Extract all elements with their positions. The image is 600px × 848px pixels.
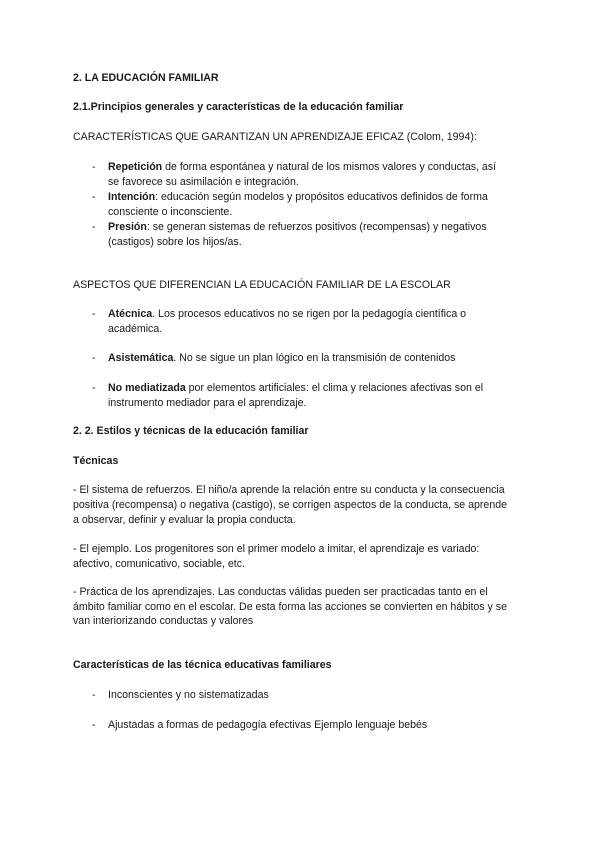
text: de forma espontánea y natural de los mismos valores y conductas, así [162,161,497,173]
list-dash: - [92,221,96,233]
list-item-ajustadas: Ajustadas a formas de pedagogía efectivas Ejemplo lenguaje bebés [108,719,428,731]
text: por elementos artificiales: el clima y relaciones afectivas son el [185,382,484,394]
list-dash: - [92,689,96,701]
list-item-atecnica [108,307,466,321]
list-dash: - [92,352,96,364]
features-heading: Características de las técnica educativas familiares [73,659,332,671]
term: Atécnica [108,308,153,320]
list-item-repeticion-cont: se favorece su asimilación e integración. [108,176,299,188]
term: Presión [108,221,147,233]
list-dash: - [92,191,96,203]
technique-refuerzos-line: a observar, definir y evaluar la propia conducta. [73,514,296,526]
list-item-atecnica-cont: académica. [108,323,163,335]
technique-ejemplo-line: afectivo, comunicativo, sociable, etc. [73,558,245,570]
list-dash: - [92,161,96,173]
subsection-heading-principios: 2.1.Principios generales y características de la educación familiar [73,101,404,113]
list-item-no-mediatizada-cont: instrumento mediador para el aprendizaje. [108,397,307,409]
technique-refuerzos-line: - El sistema de refuerzos. El niño/a aprende la relación entre su conducta y la consecuencia [73,484,505,496]
list-item-intencion [108,190,488,204]
list-item-presion [108,220,487,234]
subsection-heading-estilos: 2. 2. Estilos y técnicas de la educación familiar [73,425,309,437]
technique-ejemplo-line: - El ejemplo. Los progenitores son el primer modelo a imitar, el aprendizaje es variado: [73,543,480,555]
term: Repetición [108,161,163,173]
text: . No se sigue un plan lógico en la transmisión de contenidos [173,352,456,364]
technique-practica-line: ámbito familiar como en el escolar. De esta forma las acciones se convierten en hábitos y se [73,601,507,613]
list-dash: - [92,719,96,731]
techniques-heading: Técnicas [73,455,119,467]
text: . Los procesos educativos no se rigen por la pedagogía científica o [152,308,467,320]
list-dash: - [92,308,96,320]
characteristics-intro: CARACTERÍSTICAS QUE GARANTIZAN UN APRENDIZAJE EFICAZ (Colom, 1994): [73,131,477,143]
term: No mediatizada [108,382,186,394]
list-item-inconscientes: Inconscientes y no sistematizadas [108,689,269,701]
list-item-repeticion [108,160,496,174]
aspects-intro: ASPECTOS QUE DIFERENCIAN LA EDUCACIÓN FAMILIAR DE LA ESCOLAR [73,279,451,291]
list-item-asistematica [108,351,455,365]
list-item-no-mediatizada [108,381,483,395]
term: Intención [108,191,156,203]
section-heading-la-educacion-familiar: 2. LA EDUCACIÓN FAMILIAR [73,72,219,84]
text: : se generan sistemas de refuerzos positivos (recompensas) y negativos [146,221,487,233]
list-item-intencion-cont: consciente o inconsciente. [108,206,233,218]
technique-refuerzos-line: positiva (recompensa) o negativa (castigo), se corrigen aspectos de la conducta, se aprende [73,499,507,511]
term: Asistemática [108,352,174,364]
list-item-presion-cont: (castigos) sobre los hijos/as. [108,236,242,248]
technique-practica-line: - Práctica de los aprendizajes. Las conductas válidas pueden ser practicadas tanto en el [73,586,488,598]
technique-practica-line: van interiorizando conductas y valores [73,615,254,627]
list-dash: - [92,382,96,394]
text: : educación según modelos y propósitos educativos definidos de forma [155,191,488,203]
